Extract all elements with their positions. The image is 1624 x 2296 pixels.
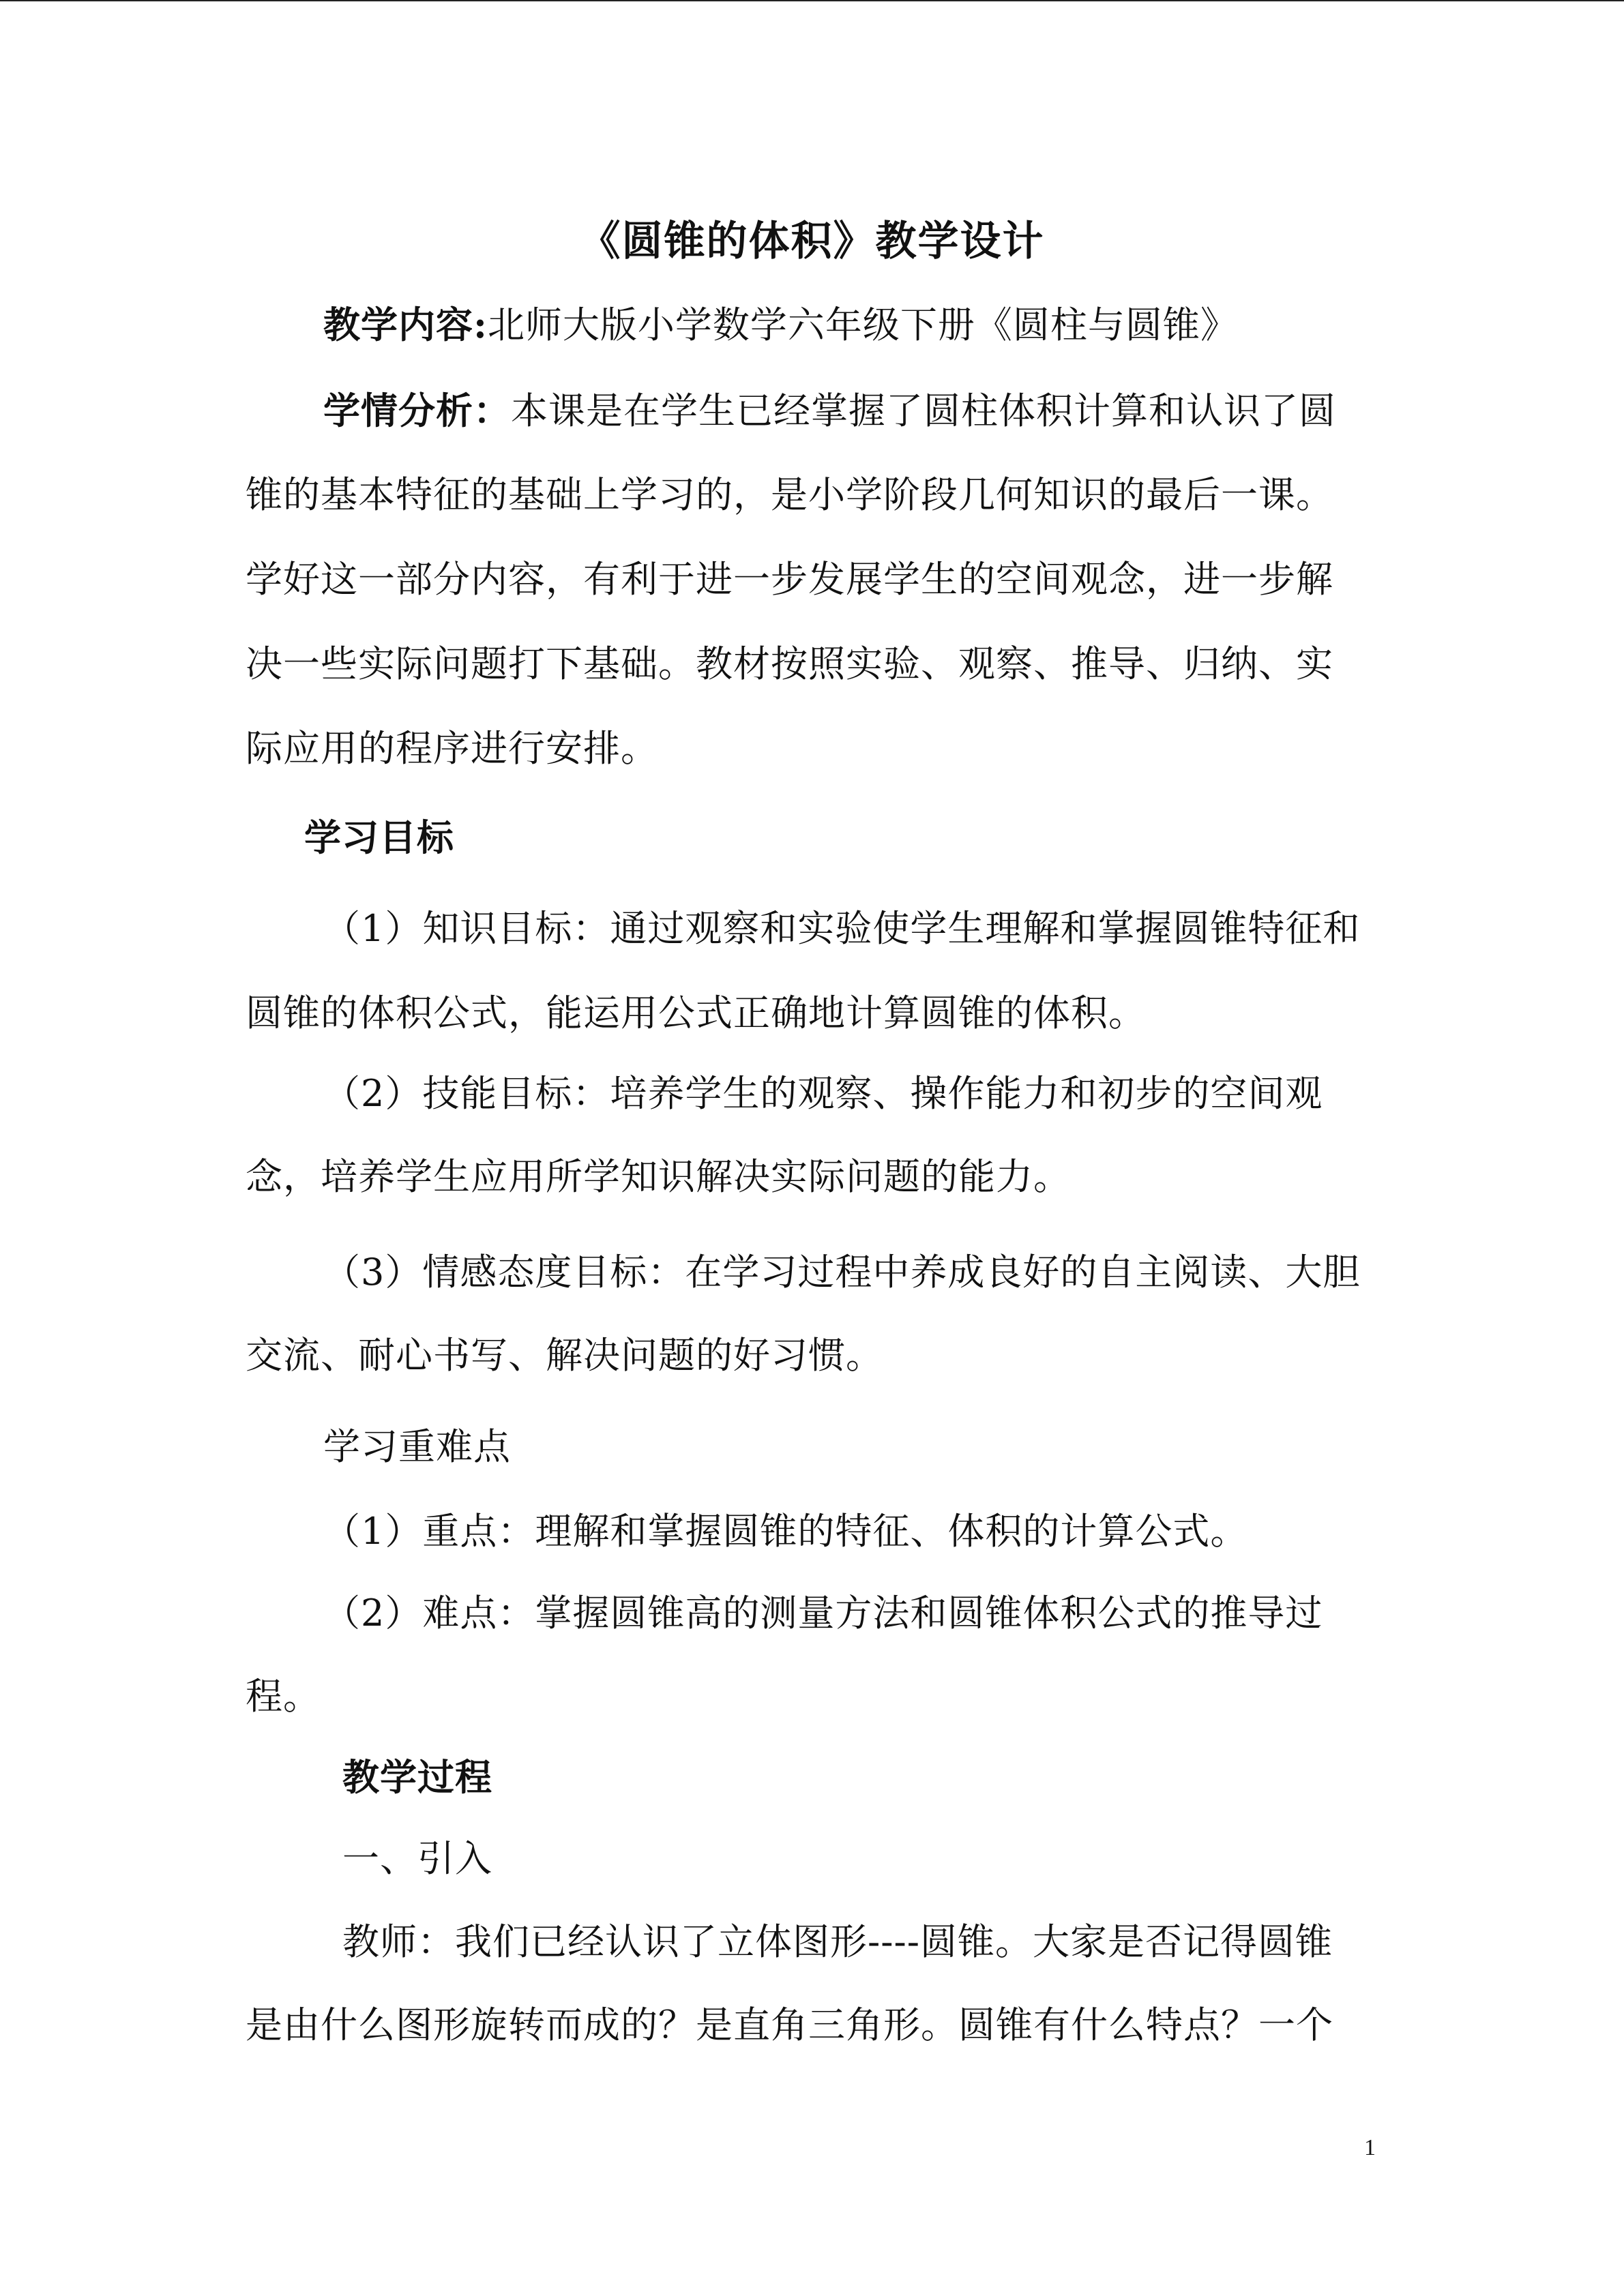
teacher-line: 是由什么图形旋转而成的？是直角三角形。圆锥有什么特点？一个 <box>246 2003 1333 2046</box>
student-analysis-line: 本课是在学生已经掌握了圆柱体积计算和认识了圆 <box>511 389 1336 432</box>
teaching-content-label: 教学内容: <box>323 303 488 346</box>
keypoints-heading: 学习重难点 <box>323 1425 511 1468</box>
student-analysis-line: 锥的基本特征的基础上学习的，是小学阶段几何知识的最后一课。 <box>246 473 1333 516</box>
goal-line: 圆锥的体积公式，能运用公式正确地计算圆锥的体积。 <box>246 992 1146 1034</box>
section-one-heading: 一、引入 <box>342 1837 492 1880</box>
goal-line: 交流、耐心书写、解决问题的好习惯。 <box>246 1334 883 1377</box>
student-analysis-first-line <box>323 389 1336 433</box>
goal-line: （1）知识目标：通过观察和实验使学生理解和掌握圆锥特征和 <box>323 907 1361 950</box>
process-heading: 教学过程 <box>342 1755 492 1799</box>
teaching-content-value: 北师大版小学数学六年级下册《圆柱与圆锥》 <box>487 303 1238 346</box>
keypoint-line: （2）难点：掌握圆锥高的测量方法和圆锥体积公式的推导过 <box>323 1592 1323 1635</box>
keypoint-line: 程。 <box>246 1675 321 1718</box>
goals-heading: 学习目标 <box>304 816 454 859</box>
student-analysis-label: 学情分析： <box>323 389 511 432</box>
student-analysis-line: 际应用的程序进行安排。 <box>246 727 658 770</box>
teaching-content-line <box>323 303 1238 347</box>
goal-line: 念，培养学生应用所学知识解决实际问题的能力。 <box>246 1155 1071 1198</box>
document-title: 《圆锥的体积》教学设计 <box>579 218 1045 265</box>
goal-line: （3）情感态度目标：在学习过程中养成良好的自主阅读、大胆 <box>323 1251 1361 1294</box>
keypoint-line: （1）重点：理解和掌握圆锥的特征、体积的计算公式。 <box>323 1510 1248 1553</box>
goal-line: （2）技能目标：培养学生的观察、操作能力和初步的空间观 <box>323 1072 1323 1115</box>
student-analysis-line: 决一些实际问题打下基础。教材按照实验、观察、推导、归纳、实 <box>246 642 1333 685</box>
teacher-line: 教师：我们已经认识了立体图形----圆锥。大家是否记得圆锥 <box>342 1920 1333 1963</box>
student-analysis-line: 学好这一部分内容，有利于进一步发展学生的空间观念，进一步解 <box>246 558 1333 601</box>
page-number: 1 <box>1364 2135 1376 2160</box>
